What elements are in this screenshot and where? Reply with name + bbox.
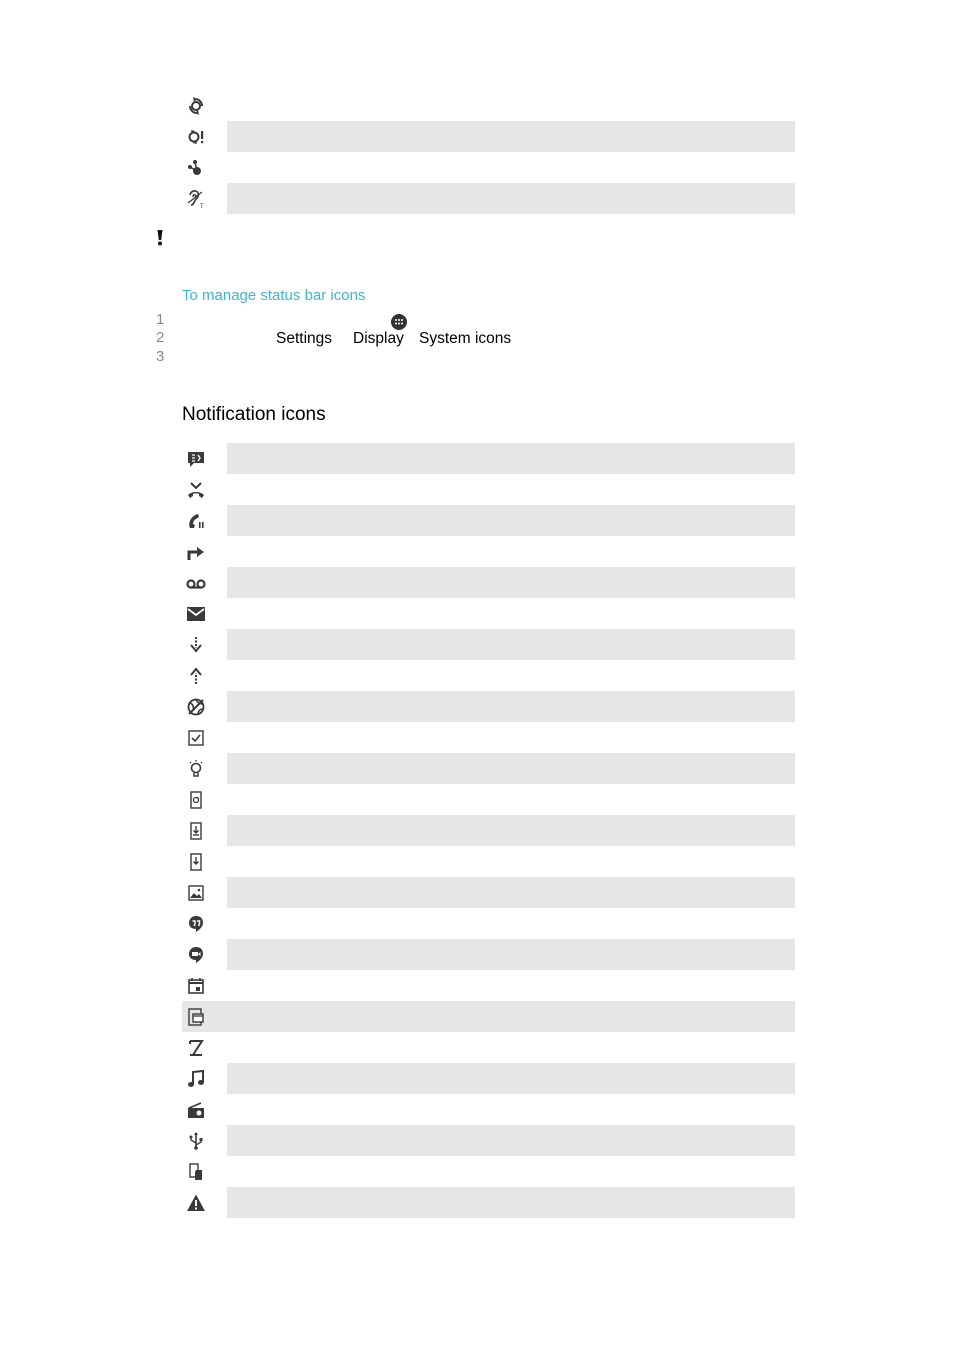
tip-bulb-icon	[186, 759, 206, 779]
table-row	[182, 908, 795, 939]
icon-cell	[182, 1125, 227, 1156]
table-row	[182, 443, 795, 474]
icon-cell	[182, 1156, 227, 1187]
icon-cell	[182, 784, 227, 815]
checkbox-icon	[186, 728, 206, 748]
table-row	[182, 753, 795, 784]
icon-cell	[182, 815, 227, 846]
table-row	[182, 1187, 795, 1218]
icon-cell	[182, 1094, 227, 1125]
system-update-icon	[186, 852, 206, 872]
call-forwarding-icon	[186, 542, 206, 562]
description-cell	[227, 183, 795, 214]
description-cell	[227, 815, 795, 846]
icon-cell	[182, 1001, 227, 1032]
icon-cell	[182, 877, 227, 908]
table-row	[182, 1001, 795, 1032]
icon-cell	[182, 474, 227, 505]
table-row	[182, 183, 795, 214]
share-connection-icon	[186, 158, 206, 178]
sync-icon	[186, 96, 206, 116]
upload-icon	[186, 666, 206, 686]
table-row	[182, 152, 795, 183]
description-cell	[227, 1094, 795, 1125]
download-icon	[186, 635, 206, 655]
screenshot-icon	[186, 883, 206, 903]
icon-cell	[182, 753, 227, 784]
warning-triangle-icon	[186, 1193, 206, 1213]
table-row	[182, 1063, 795, 1094]
manage-status-bar-heading: To manage status bar icons	[182, 287, 366, 304]
table-row	[182, 970, 795, 1001]
step-number-1: 1	[156, 311, 165, 328]
phone-sync-icon	[186, 790, 206, 810]
icon-cell	[182, 121, 227, 152]
sd-card-icon	[186, 1162, 206, 1182]
icon-cell	[182, 846, 227, 877]
radio-icon	[186, 1100, 206, 1120]
table-row	[182, 1094, 795, 1125]
description-cell	[227, 474, 795, 505]
description-cell	[227, 1032, 795, 1063]
description-cell	[227, 939, 795, 970]
notification-icon-table	[182, 443, 795, 1218]
description-cell	[227, 90, 795, 121]
icon-cell	[182, 1187, 227, 1218]
stamina-icon	[186, 1038, 206, 1058]
icon-cell	[182, 183, 227, 214]
description-cell	[227, 691, 795, 722]
no-data-icon	[186, 697, 206, 717]
email-icon	[186, 604, 206, 624]
display-label: Display	[353, 330, 404, 347]
settings-label: Settings	[276, 330, 333, 347]
description-cell	[227, 1156, 795, 1187]
table-row	[182, 722, 795, 753]
description-cell	[227, 1125, 795, 1156]
exclamation-icon	[154, 229, 166, 252]
icon-cell	[182, 1032, 227, 1063]
description-cell	[227, 536, 795, 567]
table-row	[182, 660, 795, 691]
table-row	[182, 505, 795, 536]
step-number-3: 3	[156, 348, 165, 365]
step-number-2: 2	[156, 329, 165, 346]
table-row	[182, 1032, 795, 1063]
icon-cell	[182, 939, 227, 970]
description-cell	[227, 846, 795, 877]
software-update-icon	[186, 821, 206, 841]
icon-cell	[182, 598, 227, 629]
description-cell	[227, 722, 795, 753]
description-cell	[227, 753, 795, 784]
table-row	[182, 629, 795, 660]
status-icon-table	[182, 90, 795, 214]
icon-cell	[182, 90, 227, 121]
missed-call-icon	[186, 480, 206, 500]
table-row	[182, 784, 795, 815]
new-message-icon	[186, 449, 206, 469]
description-cell	[227, 629, 795, 660]
icon-cell	[182, 536, 227, 567]
table-row	[182, 1156, 795, 1187]
description-cell	[227, 1187, 795, 1218]
table-row	[182, 598, 795, 629]
table-row	[182, 121, 795, 152]
icon-cell	[182, 660, 227, 691]
icon-cell	[182, 505, 227, 536]
table-row	[182, 90, 795, 121]
icon-cell	[182, 152, 227, 183]
table-row	[182, 691, 795, 722]
description-cell	[227, 152, 795, 183]
icon-cell	[182, 970, 227, 1001]
table-row	[182, 815, 795, 846]
description-cell	[227, 660, 795, 691]
system-icons-label: System icons	[419, 330, 512, 347]
voicemail-icon	[186, 573, 206, 593]
table-row	[182, 939, 795, 970]
table-row	[182, 877, 795, 908]
calendar-event-icon	[186, 976, 206, 996]
description-cell	[227, 1001, 795, 1032]
description-cell	[227, 970, 795, 1001]
description-cell	[227, 443, 795, 474]
icon-cell	[182, 567, 227, 598]
table-row	[182, 474, 795, 505]
icon-cell	[182, 691, 227, 722]
description-cell	[227, 1063, 795, 1094]
hearing-aid-icon	[186, 189, 206, 209]
svg-text:T: T	[200, 202, 204, 209]
small-app-icon	[186, 1007, 206, 1027]
description-cell	[227, 784, 795, 815]
video-chat-icon	[186, 945, 206, 965]
description-cell	[227, 877, 795, 908]
call-on-hold-icon	[186, 511, 206, 531]
icon-cell	[182, 1063, 227, 1094]
notification-icons-heading: Notification icons	[182, 404, 326, 425]
description-cell	[227, 567, 795, 598]
sync-problem-icon	[186, 127, 206, 147]
music-note-icon	[186, 1069, 206, 1089]
icon-cell	[182, 908, 227, 939]
hangouts-icon	[186, 914, 206, 934]
description-cell	[227, 598, 795, 629]
table-row	[182, 846, 795, 877]
description-cell	[227, 505, 795, 536]
usb-icon	[186, 1131, 206, 1151]
table-row	[182, 536, 795, 567]
icon-cell	[182, 443, 227, 474]
table-row	[182, 567, 795, 598]
icon-cell	[182, 722, 227, 753]
table-row	[182, 1125, 795, 1156]
icon-cell	[182, 629, 227, 660]
description-cell	[227, 908, 795, 939]
description-cell	[227, 121, 795, 152]
